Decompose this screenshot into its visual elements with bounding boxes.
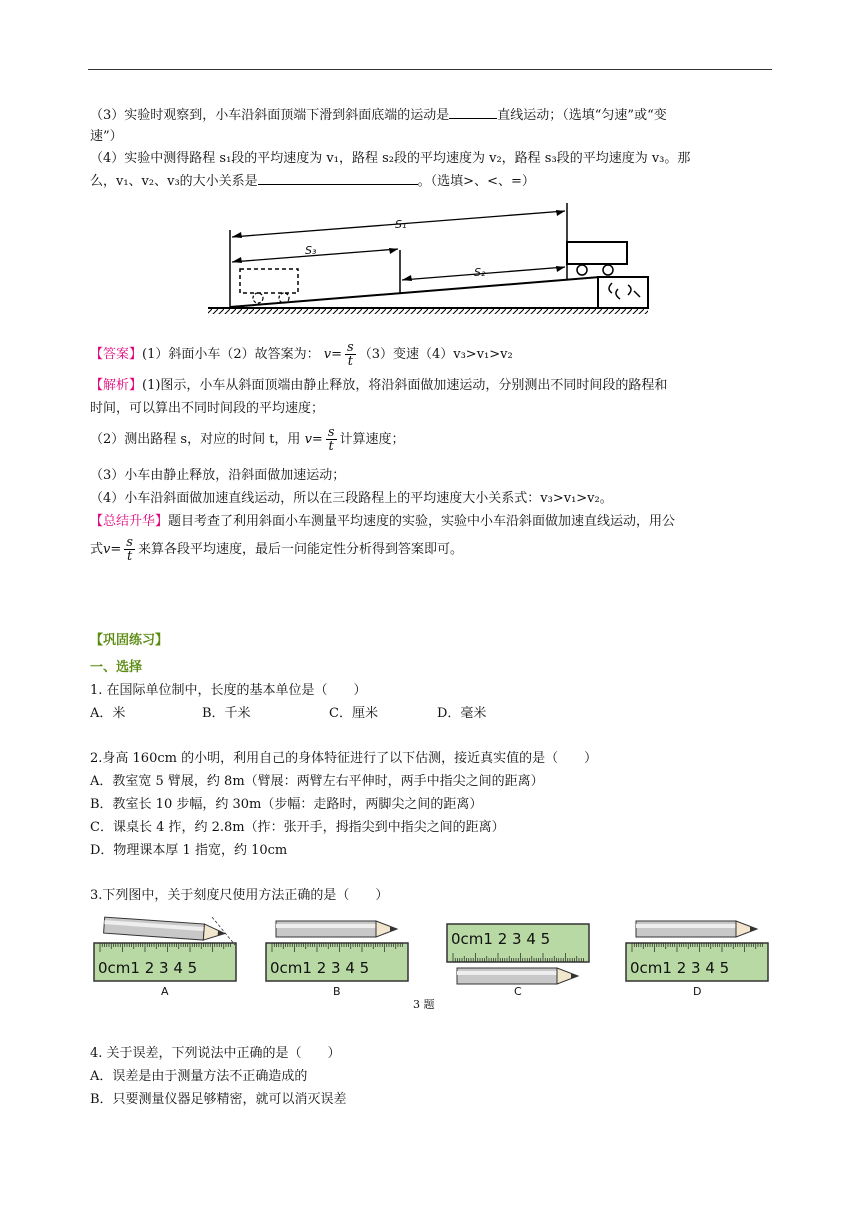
- ruler-label-a: A: [161, 985, 169, 998]
- q4-option-a: A．误差是由于测量方法不正确造成的: [90, 1069, 308, 1084]
- practice-header: 【巩固练习】: [90, 633, 169, 648]
- answer-blank: [449, 106, 497, 119]
- ruler-scale-text: 0cm1 2 3 4 5: [630, 959, 730, 977]
- section-title: 一、选择: [90, 660, 143, 675]
- ruler-figure-d: [622, 915, 772, 985]
- q1-option-c: C．厘米: [329, 706, 378, 721]
- summary-line-2: 式v= $\frac{s}{t}$ 来算各段平均速度，最后一问能定性分析得到答案即可。: [90, 535, 463, 564]
- q3-stem: 3.下列图中，关于刻度尺使用方法正确的是（ ）: [90, 888, 389, 903]
- analysis-line-3: （2）测出路程 s，对应的时间 t，用 v= $\frac{s}{t}$ 计算速度；: [90, 425, 405, 454]
- q1-option-a: A．米: [90, 706, 126, 721]
- ruler-label-c: C: [514, 985, 522, 998]
- q3-line-1: （3）实验时观察到，小车沿斜面顶端下滑到斜面底端的运动是 直线运动；（选填“匀速”或“变: [90, 108, 667, 123]
- q4-line-1: （4）实验中测得路程 s₁段的平均速度为 v₁，路程 s₂段的平均速度为 v₂，路程 s₃段的平均速度为 v₃。那: [90, 151, 691, 166]
- q2-option-d: D．物理课本厚 1 指宽，约 10cm: [90, 843, 288, 858]
- s3-label: S₃: [305, 244, 317, 257]
- q1-option-b: B．千米: [202, 706, 251, 721]
- header-rule: [88, 69, 772, 70]
- analysis-line-4: （3）小车由静止释放，沿斜面做加速运动；: [90, 468, 346, 483]
- answer-line: 【答案】(1）斜面小车（2）故答案为： v= $\frac{s}{t}$ （3）变速（4）v₃>v₁>v₂: [90, 340, 513, 369]
- s2-label: S₂: [474, 266, 486, 279]
- incline-figure: [200, 195, 660, 325]
- ruler-figure-c: [443, 920, 593, 990]
- summary-line-1: 【总结升华】题目考查了利用斜面小车测量平均速度的实验，实验中小车沿斜面做加速直线运动，用公: [90, 514, 676, 529]
- analysis-line-5: （4）小车沿斜面做加速直线运动，所以在三段路程上的平均速度大小关系式：v₃>v₁>v₂。: [90, 491, 613, 506]
- q2-stem: 2.身高 160cm 的小明，利用自己的身体特征进行了以下估测，接近真实值的是（ ）: [90, 751, 598, 766]
- answer-blank: [258, 172, 418, 185]
- ruler-scale-text: 0cm1 2 3 4 5: [270, 959, 370, 977]
- ruler-label-d: D: [693, 985, 702, 998]
- q4-line-2: 么，v₁、v₂、v₃的大小关系是 。（选填>、<、=）: [90, 174, 535, 189]
- analysis-line-2: 时间，可以算出不同时间段的平均速度；: [90, 401, 325, 416]
- s1-label: S₁: [395, 218, 407, 231]
- analysis-line-1: 【解析】(1)图示，小车从斜面顶端由静止释放，将沿斜面做加速运动，分别测出不同时间段的路程和: [90, 378, 668, 393]
- ruler-scale-text: 0cm1 2 3 4 5: [98, 959, 198, 977]
- q3-line-2: 速”）: [90, 129, 123, 144]
- q2-option-a: A．教室宽 5 臂展，约 8m（臂展：两臂左右平伸时，两手中指尖之间的距离）: [90, 774, 544, 789]
- ruler-scale-text: 0cm1 2 3 4 5: [451, 930, 551, 948]
- q2-option-c: C．课桌长 4 拃，约 2.8m（拃：张开手，拇指尖到中指尖之间的距离）: [90, 820, 505, 835]
- q4-option-b: B．只要测量仪器足够精密，就可以消灭误差: [90, 1092, 347, 1107]
- q1-option-d: D．毫米: [437, 706, 487, 721]
- q2-option-b: B．教室长 10 步幅，约 30m（步幅：走路时，两脚尖之间的距离）: [90, 797, 483, 812]
- ruler-figure-a: [90, 915, 240, 985]
- q4-stem: 4. 关于误差，下列说法中正确的是（ ）: [90, 1046, 341, 1061]
- ruler-figure-b: [262, 915, 412, 985]
- q3-caption: 3 题: [413, 998, 435, 1011]
- ruler-label-b: B: [333, 985, 341, 998]
- q1-stem: 1. 在国际单位制中，长度的基本单位是（ ）: [90, 683, 367, 698]
